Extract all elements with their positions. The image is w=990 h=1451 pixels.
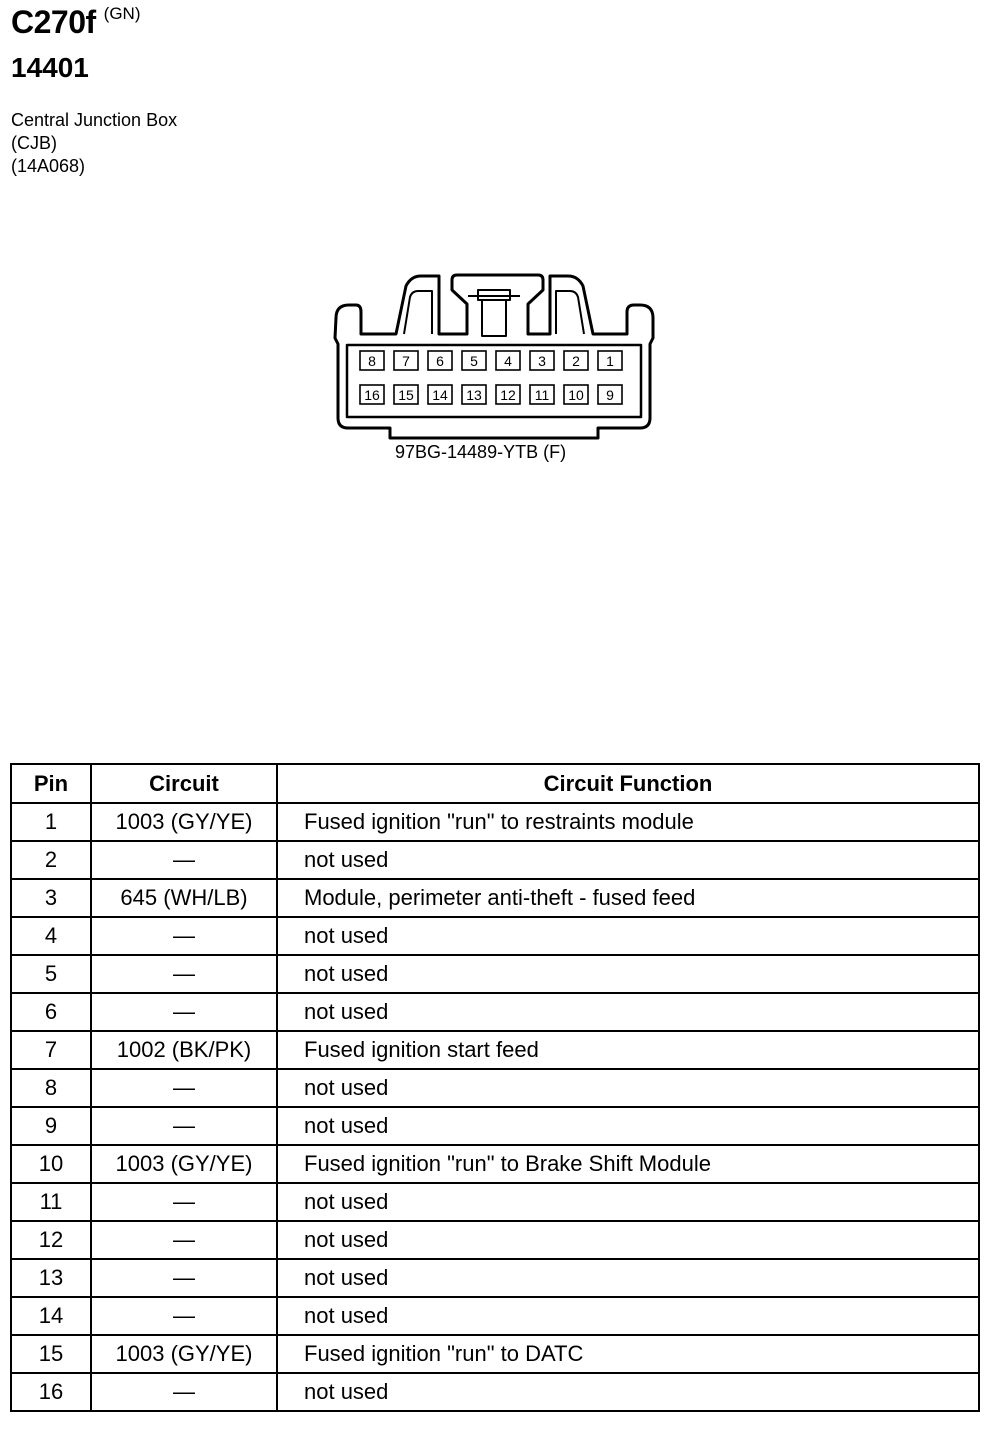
table-row — [11, 1031, 979, 1069]
pin-cell: 2 — [11, 841, 91, 879]
circuit-function-cell: not used — [277, 1373, 979, 1411]
table-row — [11, 803, 979, 841]
pin-number-label: 8 — [368, 353, 376, 369]
pin-cell: 14 — [11, 1297, 91, 1335]
connector-face-diagram — [0, 0, 990, 480]
pin-number-label: 6 — [436, 353, 444, 369]
circuit-cell: 645 (WH/LB) — [91, 879, 277, 917]
circuit-function-cell: Module, perimeter anti-theft - fused feed — [277, 879, 979, 917]
circuit-cell: — — [91, 1373, 277, 1411]
circuit-cell: — — [91, 1297, 277, 1335]
circuit-cell: — — [91, 1259, 277, 1297]
circuit-cell: — — [91, 955, 277, 993]
table-row — [11, 1069, 979, 1107]
pin-number-label: 2 — [572, 353, 580, 369]
circuit-cell: — — [91, 1069, 277, 1107]
pin-number-label: 1 — [606, 353, 614, 369]
circuit-function-cell: Fused ignition "run" to Brake Shift Module — [277, 1145, 979, 1183]
pin-number-label: 9 — [606, 387, 614, 403]
pin-cell: 10 — [11, 1145, 91, 1183]
pin-cell: 11 — [11, 1183, 91, 1221]
pin-cell: 15 — [11, 1335, 91, 1373]
pin-number-label: 14 — [432, 387, 448, 403]
circuit-function-cell: Fused ignition "run" to restraints module — [277, 803, 979, 841]
table-row — [11, 1221, 979, 1259]
description-line: (14A068) — [11, 156, 86, 176]
pin-cell: 1 — [11, 803, 91, 841]
pin-number-label: 7 — [402, 353, 410, 369]
circuit-function-cell: not used — [277, 841, 979, 879]
pin-number-label: 10 — [568, 387, 584, 403]
table-row — [11, 1107, 979, 1145]
pin-number-label: 16 — [364, 387, 380, 403]
table-header-row — [11, 764, 979, 803]
pin-cell: 3 — [11, 879, 91, 917]
connector-part-label: 97BG-14489-YTB (F) — [395, 442, 567, 462]
circuit-function-cell: not used — [277, 1107, 979, 1145]
circuit-function-cell: not used — [277, 917, 979, 955]
circuit-cell: — — [91, 1221, 277, 1259]
pin-number-label: 5 — [470, 353, 478, 369]
right-latch-rib — [556, 291, 584, 334]
left-latch-rib — [404, 291, 432, 334]
pin-number-label: 15 — [398, 387, 414, 403]
description-line: (CJB) — [11, 133, 57, 153]
circuit-function-cell: Fused ignition "run" to DATC — [277, 1335, 979, 1373]
table-row — [11, 917, 979, 955]
pin-cell: 16 — [11, 1373, 91, 1411]
pin-number-label: 4 — [504, 353, 512, 369]
circuit-cell: 1003 (GY/YE) — [91, 803, 277, 841]
part-number: 14401 — [11, 52, 89, 83]
pin-number-label: 11 — [534, 387, 550, 403]
pin-cell: 4 — [11, 917, 91, 955]
pin-number-label: 13 — [466, 387, 482, 403]
pin-number-label: 12 — [500, 387, 516, 403]
pin-number-label: 3 — [538, 353, 546, 369]
pin-cell: 9 — [11, 1107, 91, 1145]
circuit-function-cell: not used — [277, 1069, 979, 1107]
pin-cell: 8 — [11, 1069, 91, 1107]
header-circuit: Circuit — [91, 764, 277, 803]
pinout-table — [10, 763, 980, 1412]
circuit-cell: 1003 (GY/YE) — [91, 1335, 277, 1373]
table-row — [11, 879, 979, 917]
table-row — [11, 1183, 979, 1221]
pin-cell: 7 — [11, 1031, 91, 1069]
circuit-cell: — — [91, 917, 277, 955]
table-row — [11, 1259, 979, 1297]
circuit-function-cell: not used — [277, 993, 979, 1031]
circuit-function-cell: not used — [277, 1183, 979, 1221]
circuit-function-cell: not used — [277, 955, 979, 993]
table-row — [11, 993, 979, 1031]
circuit-cell: — — [91, 841, 277, 879]
header-circuit-function: Circuit Function — [277, 764, 979, 803]
circuit-function-cell: not used — [277, 1221, 979, 1259]
table-row — [11, 1335, 979, 1373]
table-row — [11, 1297, 979, 1335]
pin-cell: 13 — [11, 1259, 91, 1297]
circuit-function-cell: not used — [277, 1297, 979, 1335]
circuit-cell: — — [91, 1183, 277, 1221]
circuit-function-cell: Fused ignition start feed — [277, 1031, 979, 1069]
pin-cell: 12 — [11, 1221, 91, 1259]
circuit-cell: 1003 (GY/YE) — [91, 1145, 277, 1183]
description-line: Central Junction Box — [11, 110, 178, 130]
table-row — [11, 955, 979, 993]
pin-cell: 5 — [11, 955, 91, 993]
circuit-function-cell: not used — [277, 1259, 979, 1297]
table-row — [11, 841, 979, 879]
connector-id: C270f — [11, 4, 96, 40]
table-row — [11, 1145, 979, 1183]
circuit-cell: — — [91, 1107, 277, 1145]
circuit-cell: — — [91, 993, 277, 1031]
connector-cavity — [347, 345, 641, 417]
pin-cells — [360, 351, 622, 404]
circuit-cell: 1002 (BK/PK) — [91, 1031, 277, 1069]
connector-color: (GN) — [103, 4, 141, 23]
pinout-rows — [11, 803, 979, 1411]
lock-tab-stem — [482, 300, 506, 336]
pin-cell: 6 — [11, 993, 91, 1031]
header-pin: Pin — [11, 764, 91, 803]
table-row — [11, 1373, 979, 1411]
